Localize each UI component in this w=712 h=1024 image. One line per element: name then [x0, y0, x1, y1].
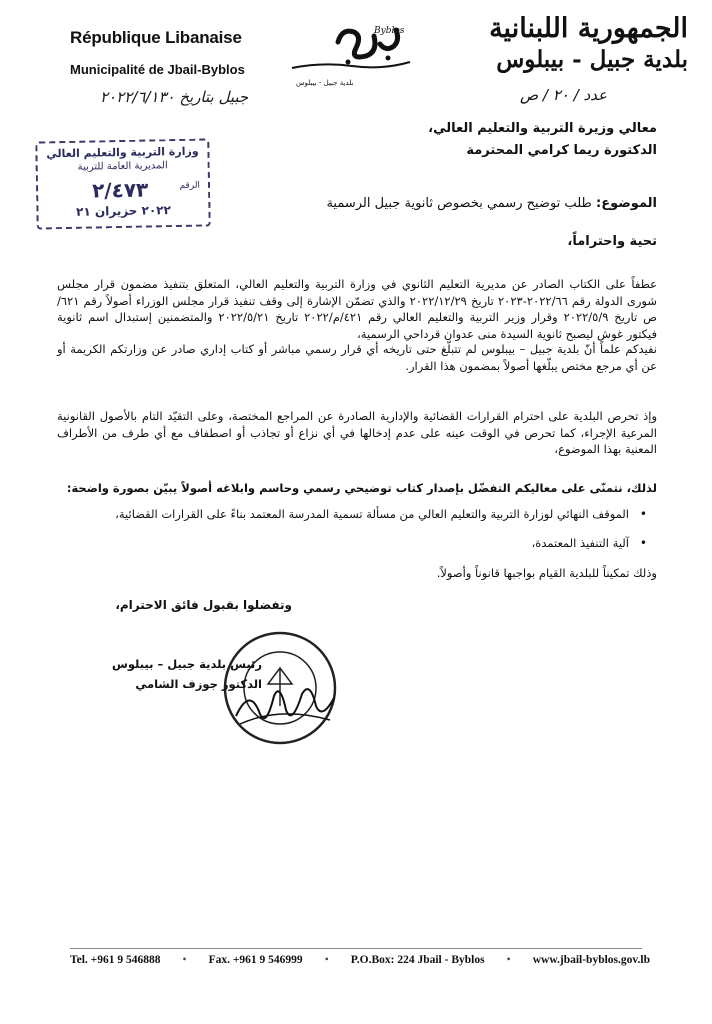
paragraph-1: عطفاً على الكتاب الصادر عن مديرية التعليم الثانوي في وزارة التربية والتعليم العالي، المتعلق بتنفيذ مضمون قرار مجلس شورى الدولة رقم ٢٠٢٢/٦٦-٢٠٢٣ تاريخ ٢٠٢٢/١٢/٢٩ والذي تضمّن الإشارة إلى وقف تنفيذ قرار مجلس الوزراء أصولاً رقم ٦٢١/ص تاريخ ٢٠٢٢/٥/٩ وقرار وزير التربية والتعليم العالي رقم ٤٢١/م/٢٠٢٢ تاريخ ٢٠٢٢/٥/٢١ والمتضمنين إستبدال اسم ثانوية فيكتور غوش ليصبح ثانوية السيدة منى عدوان قرداحي الرسمية، — [57, 277, 657, 341]
list-item — [57, 535, 647, 552]
republic-title-fr: République Libanaise — [70, 28, 242, 47]
stamp-number: ٢/٤٧٣ — [91, 177, 149, 203]
subject-text: طلب توضيح رسمي بخصوص ثانوية جبيل الرسمية — [326, 196, 592, 211]
footer-separator: • — [182, 954, 187, 966]
logo-byblos-text: Byblos — [374, 26, 405, 36]
subject-label: الموضوع: — [596, 196, 657, 211]
footer-separator: • — [324, 954, 329, 966]
signatory-name: الدكتور جوزف الشامي — [135, 677, 262, 691]
paragraph-3: وإذ تحرص البلدية على احترام القرارات القضائية والإدارية الصادرة عن المراجع المختصة، وعلى التقيّد التام بالأصول القانونية المرعية الإجراء، كما تحرص في الوقت عينه على عدم إدخالها في أي نزاع أو تجاذب أو اصطفاف مع أي طرف من الأطراف المعنية بهذا الموضوع، — [57, 409, 657, 456]
footer-fax: Fax. +961 9 546999 — [208, 954, 303, 966]
footer — [70, 954, 650, 966]
list-item-text: الموقف النهائي لوزارة التربية والتعليم العالي من مسألة تسمية المدرسة المعتمد بناءً على القرارات القضائية، — [115, 507, 629, 521]
closing-salutation: وتفضلوا بقبول فائق الاحترام، — [115, 598, 292, 612]
stamp-directorate: المديرية العامة للتربية — [77, 160, 168, 173]
header-left — [70, 28, 280, 77]
stamp-date: ٢٠٢٢ حزيران ٢١ — [75, 203, 171, 219]
addressee — [428, 118, 657, 162]
list-item-text: آلية التنفيذ المعتمدة، — [531, 535, 629, 550]
municipality-logo — [282, 22, 422, 87]
handwritten-date-ref: جبيل بتاريخ ٢٠٢٢/٦/١٣٠ — [100, 88, 249, 106]
footer-pobox: P.O.Box: 224 Jbail - Byblos — [350, 954, 485, 966]
request-list — [57, 506, 647, 563]
republic-title-ar: الجمهورية اللبنانية — [489, 13, 688, 44]
paragraph-2: نفيدكم علماً أنّ بلدية جبيل – بيبلوس لم تتبلّغ حتى تاريخه أي قرار رسمي مباشر أو كتاب إداري صادر عن وزارتكم الكريمة أو عن أي مرجع مختص يبلّغها أصولاً بمضمون هذا القرار. — [57, 342, 657, 373]
handwritten-number: عدد / ٢٠ / ص — [520, 86, 607, 104]
municipality-title-fr: Municipalité de Jbail-Byblos — [70, 62, 245, 77]
paragraph-closing: وذلك تمكيناً للبلدية القيام بواجبها قانوناً وأصولاً. — [436, 566, 657, 580]
addressee-title: معالي وزيرة التربية والتعليم العالي، — [428, 121, 657, 136]
paragraph-request: لذلك، نتمنّى على معاليكم التفضّل بإصدار كتاب توضيحي رسمي وحاسم وابلاغه أصولاً يبيّن بصورة واضحة: — [66, 481, 657, 495]
signatory-title: رئيس بلدية جبيل – بيبلوس — [111, 657, 262, 671]
stamp-ministry: وزارة التربية والتعليم العالي — [46, 144, 199, 161]
subject-line — [326, 196, 657, 211]
footer-separator: • — [506, 954, 511, 966]
signatory-block — [112, 654, 262, 694]
list-item — [57, 506, 647, 523]
bullet-icon: • — [639, 507, 647, 521]
footer-website-link[interactable]: www.jbail-byblos.gov.lb — [532, 954, 650, 966]
footer-divider — [70, 948, 642, 949]
bullet-icon: • — [639, 535, 647, 550]
logo-caption: بلدية جبيل - بيبلوس — [296, 79, 354, 87]
municipality-title-ar: بلدية جبيل - بيبلوس — [496, 46, 688, 73]
stamp-label: الرقم — [179, 180, 201, 192]
footer-tel: Tel. +961 9 546888 — [70, 954, 161, 966]
header-right — [468, 12, 688, 74]
addressee-name: الدكتورة ريما كرامي المحترمة — [466, 143, 657, 158]
greeting: تحية واحتراماً، — [567, 234, 657, 249]
ministry-receipt-stamp — [35, 138, 211, 229]
